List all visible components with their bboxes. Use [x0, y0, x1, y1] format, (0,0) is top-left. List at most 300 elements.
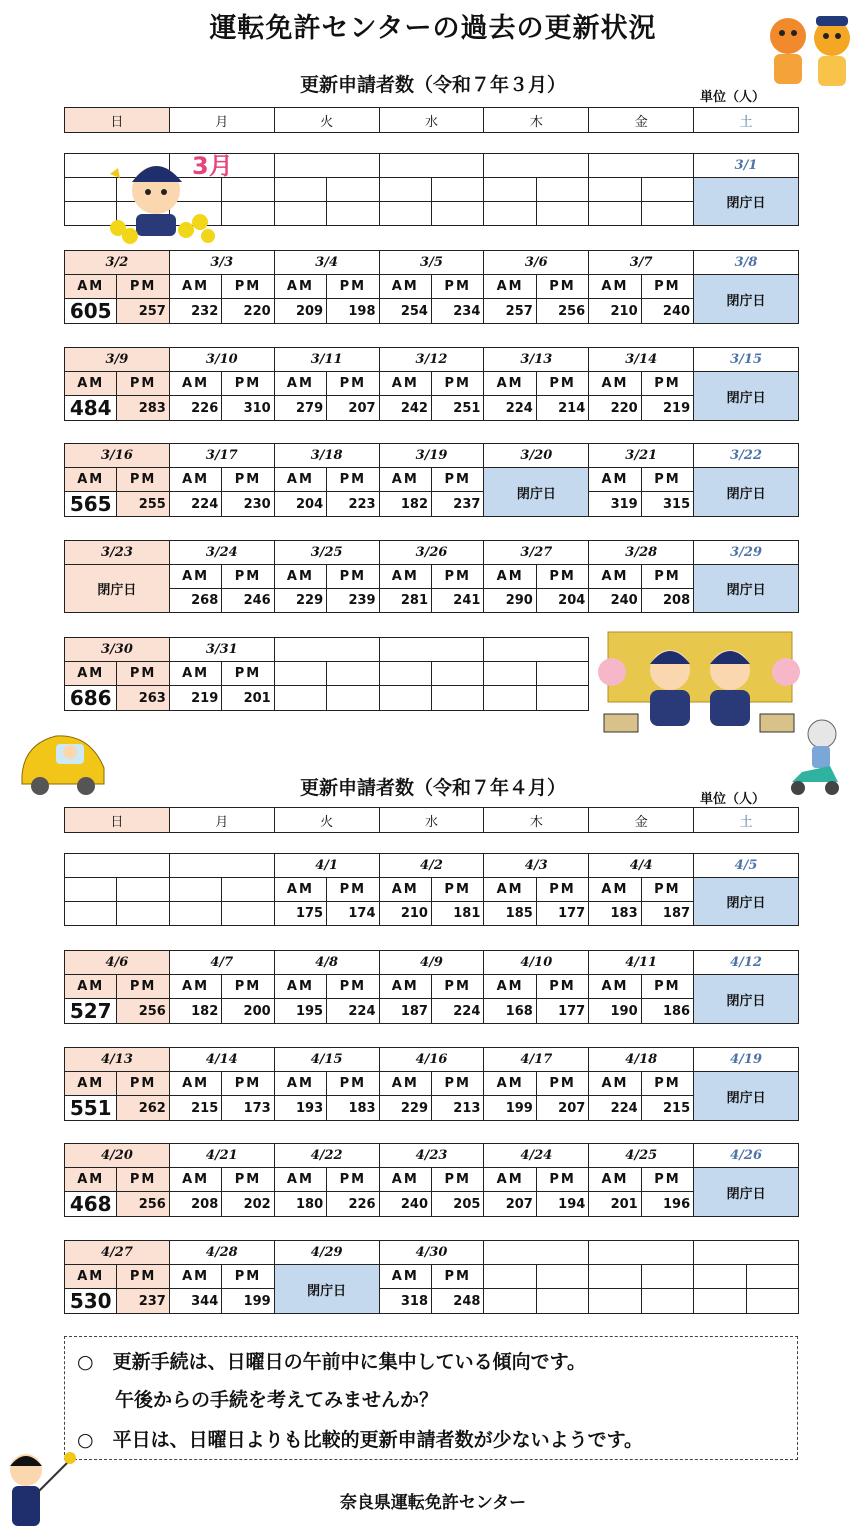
pm-count: 220: [222, 299, 274, 324]
empty-cell: [589, 202, 641, 226]
date-label: 3/17: [169, 444, 274, 468]
empty-cell: [222, 902, 274, 926]
empty-cell: [484, 202, 536, 226]
pm-count: 207: [536, 1096, 588, 1121]
am-label: AM: [65, 662, 117, 686]
pm-count: 256: [117, 1192, 169, 1217]
date-label: 4/2: [379, 854, 484, 878]
empty-cell: [536, 686, 588, 711]
pm-count: 248: [432, 1289, 484, 1314]
april-heading: 更新申請者数（令和７年４月）: [299, 777, 566, 799]
march-week-5: [64, 540, 799, 613]
am-label: AM: [484, 878, 536, 902]
am-count: 190: [589, 999, 641, 1024]
am-label: AM: [589, 1072, 641, 1096]
am-count: 281: [379, 589, 431, 613]
pm-label: PM: [641, 1168, 693, 1192]
closed-day-label: 閉庁日: [694, 1072, 799, 1121]
date-label: 3/12: [379, 348, 484, 372]
april-week-3: [64, 1047, 799, 1121]
empty-cell: [431, 662, 483, 686]
date-label: 4/8: [274, 951, 379, 975]
am-count: 168: [484, 999, 536, 1024]
date-label: 3/3: [169, 251, 274, 275]
pm-label: PM: [536, 975, 588, 999]
empty-cell: [641, 1265, 693, 1289]
am-label: AM: [379, 468, 431, 492]
am-label: AM: [65, 1072, 117, 1096]
pm-count: 251: [431, 396, 483, 421]
date-label: 4/9: [379, 951, 484, 975]
am-count: 226: [169, 396, 221, 421]
date-label: 3/4: [274, 251, 379, 275]
weekday-header-cell: 土: [694, 808, 799, 833]
pm-label: PM: [222, 662, 274, 686]
pm-label: PM: [536, 275, 588, 299]
am-label: AM: [589, 275, 641, 299]
pm-count: 213: [432, 1096, 484, 1121]
date-label: 4/13: [65, 1048, 170, 1072]
pm-label: PM: [222, 565, 274, 589]
am-count: 565: [65, 492, 117, 517]
am-count: 605: [65, 299, 117, 324]
pm-label: PM: [327, 975, 379, 999]
am-count: 530: [65, 1289, 117, 1314]
date-label: 3/6: [484, 251, 589, 275]
weekday-header-cell: 水: [379, 108, 484, 133]
empty-cell: [431, 686, 483, 711]
am-label: AM: [484, 1168, 536, 1192]
pm-label: PM: [431, 275, 483, 299]
empty-cell: [484, 686, 536, 711]
note-line-2: 午後からの手続を考えてみませんか？: [77, 1389, 439, 1411]
am-label: AM: [589, 975, 641, 999]
empty-cell: [117, 902, 169, 926]
empty-date-cell: [694, 1241, 799, 1265]
empty-cell: [379, 686, 431, 711]
am-label: AM: [589, 878, 641, 902]
pm-count: 219: [641, 396, 693, 421]
pm-label: PM: [641, 275, 693, 299]
am-label: AM: [274, 468, 326, 492]
empty-cell: [327, 178, 379, 202]
date-label: 3/25: [274, 541, 379, 565]
pm-count: 239: [327, 589, 379, 613]
empty-cell: [169, 902, 221, 926]
april-unit-label: 単位（人）: [700, 792, 766, 807]
am-count: 240: [589, 589, 641, 613]
date-label: 3/24: [169, 541, 274, 565]
am-label: AM: [379, 878, 431, 902]
date-label: 3/30: [65, 638, 170, 662]
am-label: AM: [65, 468, 117, 492]
am-count: 209: [274, 299, 326, 324]
empty-cell: [589, 178, 641, 202]
am-count: 229: [274, 589, 326, 613]
am-count: 193: [274, 1096, 326, 1121]
am-count: 208: [169, 1192, 221, 1217]
date-label: 3/28: [589, 541, 694, 565]
closed-day-label: 閉庁日: [694, 975, 799, 1024]
date-label: 4/10: [484, 951, 589, 975]
pm-label: PM: [432, 468, 484, 492]
empty-cell: [169, 878, 221, 902]
pm-label: PM: [641, 975, 693, 999]
pm-label: PM: [641, 1072, 693, 1096]
closed-day-label: 閉庁日: [694, 565, 799, 613]
pm-count: 283: [117, 396, 169, 421]
pm-count: 183: [327, 1096, 379, 1121]
am-count: 257: [484, 299, 536, 324]
am-count: 215: [169, 1096, 221, 1121]
am-label: AM: [589, 468, 641, 492]
scooter-rider-illustration: [786, 716, 846, 800]
pm-label: PM: [432, 1265, 484, 1289]
empty-cell: [746, 1265, 798, 1289]
date-label: 4/24: [484, 1144, 589, 1168]
note-line-3: ○ 平日は、日曜日よりも比較的更新申請者数が少ないようです。: [77, 1429, 644, 1451]
date-label: 4/25: [589, 1144, 694, 1168]
pm-count: 214: [536, 396, 588, 421]
date-label: 4/6: [65, 951, 170, 975]
april-week-5: [64, 1240, 799, 1314]
empty-date-cell: [589, 154, 694, 178]
april-week-4: [64, 1143, 799, 1217]
empty-cell: [431, 178, 483, 202]
date-label: 3/22: [694, 444, 799, 468]
am-count: 279: [274, 396, 326, 421]
page-title: 運転免許センターの過去の更新状況: [209, 13, 657, 44]
pm-label: PM: [432, 565, 484, 589]
pm-label: PM: [536, 1072, 588, 1096]
pm-count: 230: [222, 492, 274, 517]
date-label: 4/21: [169, 1144, 274, 1168]
weekday-header-cell: 金: [589, 108, 694, 133]
am-count: 290: [484, 589, 536, 613]
am-count: 686: [65, 686, 117, 711]
empty-cell: [536, 178, 588, 202]
pm-count: 173: [222, 1096, 274, 1121]
date-label: 3/13: [484, 348, 589, 372]
closed-day-label: 閉庁日: [694, 178, 799, 226]
pm-count: 186: [641, 999, 693, 1024]
empty-cell: [641, 202, 693, 226]
pm-count: 187: [641, 902, 693, 926]
march-week-3: [64, 347, 799, 421]
empty-cell: [222, 878, 274, 902]
am-count: 182: [379, 492, 431, 517]
pm-label: PM: [222, 275, 274, 299]
footer-organization: 奈良県運転免許センター: [339, 1493, 527, 1513]
am-label: AM: [589, 565, 641, 589]
pm-count: 246: [222, 589, 274, 613]
am-label: AM: [379, 372, 431, 396]
am-count: 201: [589, 1192, 641, 1217]
empty-cell: [641, 1289, 693, 1314]
weekday-header-cell: 日: [65, 808, 170, 833]
pm-label: PM: [117, 662, 169, 686]
weekday-header-cell: 木: [484, 808, 589, 833]
empty-cell: [327, 662, 379, 686]
closed-day-label: 閉庁日: [65, 565, 170, 613]
pm-label: PM: [431, 878, 483, 902]
empty-cell: [536, 1265, 588, 1289]
pm-count: 201: [222, 686, 274, 711]
am-label: AM: [274, 878, 326, 902]
date-label: 4/12: [694, 951, 799, 975]
illustration-month-text: 3月: [192, 152, 233, 180]
date-label: 3/7: [589, 251, 694, 275]
am-count: 187: [379, 999, 431, 1024]
am-count: 175: [274, 902, 326, 926]
date-label: 4/27: [65, 1241, 170, 1265]
am-count: 527: [65, 999, 117, 1024]
pm-count: 196: [641, 1192, 693, 1217]
date-label: 4/15: [274, 1048, 379, 1072]
date-label: 3/1: [694, 154, 799, 178]
am-label: AM: [484, 975, 536, 999]
empty-cell: [746, 1289, 798, 1314]
pm-label: PM: [431, 975, 483, 999]
pm-count: 226: [327, 1192, 379, 1217]
pm-count: 200: [222, 999, 274, 1024]
date-label: 3/15: [694, 348, 799, 372]
march-unit-label: 単位（人）: [700, 90, 766, 105]
am-label: AM: [274, 1168, 326, 1192]
am-count: 468: [65, 1192, 117, 1217]
mascots-illustration: [760, 6, 860, 96]
am-count: 240: [379, 1192, 431, 1217]
pm-label: PM: [641, 878, 693, 902]
empty-cell: [589, 1289, 641, 1314]
pm-count: 262: [117, 1096, 169, 1121]
date-label: 4/26: [694, 1144, 799, 1168]
pm-count: 199: [222, 1289, 274, 1314]
pm-label: PM: [222, 975, 274, 999]
am-label: AM: [65, 372, 117, 396]
am-label: AM: [274, 565, 326, 589]
pm-count: 255: [117, 492, 169, 517]
pm-count: 237: [432, 492, 484, 517]
am-count: 185: [484, 902, 536, 926]
pm-count: 208: [641, 589, 693, 613]
empty-cell: [222, 202, 274, 226]
weekday-header-cell: 月: [169, 108, 274, 133]
pm-count: 204: [536, 589, 588, 613]
pm-label: PM: [536, 1168, 588, 1192]
empty-cell: [379, 662, 431, 686]
pm-label: PM: [222, 1072, 274, 1096]
am-count: 210: [379, 902, 431, 926]
date-label: 4/4: [589, 854, 694, 878]
date-label: 4/11: [589, 951, 694, 975]
date-label: 4/29: [274, 1241, 379, 1265]
april-weekday-header: [64, 807, 799, 833]
date-label: 4/19: [694, 1048, 799, 1072]
closed-day-label: 閉庁日: [694, 372, 799, 421]
am-label: AM: [274, 1072, 326, 1096]
am-count: 183: [589, 902, 641, 926]
am-count: 180: [274, 1192, 326, 1217]
am-label: AM: [169, 565, 221, 589]
empty-cell: [484, 1289, 536, 1314]
pm-label: PM: [327, 878, 379, 902]
pm-count: 202: [222, 1192, 274, 1217]
am-count: 210: [589, 299, 641, 324]
date-label: 3/9: [65, 348, 170, 372]
empty-cell: [694, 1289, 746, 1314]
date-label: 3/20: [484, 444, 589, 468]
pm-label: PM: [327, 1168, 379, 1192]
april-week-1: [64, 853, 799, 926]
am-label: AM: [484, 275, 536, 299]
date-label: 3/27: [484, 541, 589, 565]
pm-count: 224: [431, 999, 483, 1024]
am-label: AM: [169, 662, 221, 686]
weekday-header-cell: 土: [694, 108, 799, 133]
pm-label: PM: [641, 565, 693, 589]
date-label: 4/16: [379, 1048, 484, 1072]
date-label: 3/18: [274, 444, 379, 468]
am-label: AM: [379, 975, 431, 999]
pm-count: 237: [117, 1289, 169, 1314]
date-label: 3/23: [65, 541, 170, 565]
pm-label: PM: [536, 878, 588, 902]
pm-count: 240: [641, 299, 693, 324]
am-label: AM: [484, 372, 536, 396]
empty-cell: [327, 686, 379, 711]
pm-count: 234: [431, 299, 483, 324]
closed-day-label: 閉庁日: [694, 468, 799, 517]
pm-label: PM: [536, 565, 588, 589]
empty-date-cell: [274, 154, 379, 178]
pm-label: PM: [432, 1072, 484, 1096]
weekday-header-cell: 火: [274, 808, 379, 833]
empty-cell: [379, 178, 431, 202]
pm-label: PM: [117, 1072, 169, 1096]
am-label: AM: [484, 1072, 536, 1096]
am-count: 344: [169, 1289, 221, 1314]
pm-label: PM: [327, 1072, 379, 1096]
pm-count: 241: [432, 589, 484, 613]
pm-label: PM: [431, 372, 483, 396]
pm-count: 256: [117, 999, 169, 1024]
am-label: AM: [379, 1072, 431, 1096]
date-label: 3/29: [694, 541, 799, 565]
am-label: AM: [379, 565, 431, 589]
weekday-header-cell: 日: [65, 108, 170, 133]
am-count: 204: [274, 492, 326, 517]
pm-label: PM: [641, 372, 693, 396]
pm-count: 215: [641, 1096, 693, 1121]
am-label: AM: [274, 275, 326, 299]
am-count: 232: [169, 299, 221, 324]
am-count: 224: [484, 396, 536, 421]
empty-cell: [65, 878, 117, 902]
pm-label: PM: [222, 1265, 274, 1289]
am-label: AM: [589, 1168, 641, 1192]
pm-label: PM: [222, 1168, 274, 1192]
empty-cell: [274, 686, 326, 711]
am-label: AM: [589, 372, 641, 396]
empty-cell: [589, 1265, 641, 1289]
weekday-header-cell: 木: [484, 108, 589, 133]
pm-count: 207: [327, 396, 379, 421]
pm-count: 177: [536, 999, 588, 1024]
empty-cell: [484, 662, 536, 686]
hina-dolls-illustration: [592, 626, 806, 738]
empty-date-cell: [379, 638, 484, 662]
empty-cell: [327, 202, 379, 226]
april-week-2: [64, 950, 799, 1024]
date-label: 3/19: [379, 444, 484, 468]
date-label: 4/23: [379, 1144, 484, 1168]
pm-count: 205: [432, 1192, 484, 1217]
am-count: 484: [65, 396, 117, 421]
am-count: 182: [169, 999, 221, 1024]
pm-count: 181: [431, 902, 483, 926]
weekday-header-cell: 月: [169, 808, 274, 833]
am-label: AM: [169, 372, 221, 396]
date-label: 3/5: [379, 251, 484, 275]
notes-box: [64, 1336, 798, 1460]
empty-cell: [536, 202, 588, 226]
pm-label: PM: [117, 275, 169, 299]
empty-date-cell: [274, 638, 379, 662]
am-label: AM: [169, 275, 221, 299]
date-label: 4/5: [694, 854, 799, 878]
empty-cell: [431, 202, 483, 226]
am-label: AM: [379, 275, 431, 299]
march-weekday-header: [64, 107, 799, 133]
march-week-4: [64, 443, 799, 517]
am-label: AM: [274, 975, 326, 999]
am-label: AM: [484, 565, 536, 589]
officer-pointer-illustration: [2, 1448, 78, 1536]
pm-count: 223: [327, 492, 379, 517]
empty-date-cell: [589, 1241, 694, 1265]
date-label: 4/14: [169, 1048, 274, 1072]
pm-label: PM: [327, 275, 379, 299]
pm-count: 177: [536, 902, 588, 926]
empty-date-cell: [169, 854, 274, 878]
date-label: 3/11: [274, 348, 379, 372]
pm-label: PM: [536, 372, 588, 396]
empty-cell: [65, 902, 117, 926]
date-label: 4/22: [274, 1144, 379, 1168]
empty-date-cell: [484, 1241, 589, 1265]
am-count: 199: [484, 1096, 536, 1121]
am-count: 551: [65, 1096, 117, 1121]
pm-count: 198: [327, 299, 379, 324]
pm-label: PM: [327, 468, 379, 492]
empty-date-cell: [484, 154, 589, 178]
date-label: 3/14: [589, 348, 694, 372]
empty-cell: [274, 178, 326, 202]
empty-cell: [484, 178, 536, 202]
am-count: 220: [589, 396, 641, 421]
closed-day-label: 閉庁日: [694, 1168, 799, 1217]
empty-cell: [484, 1265, 536, 1289]
empty-cell: [694, 1265, 746, 1289]
pm-label: PM: [222, 372, 274, 396]
pm-count: 315: [641, 492, 693, 517]
empty-date-cell: [379, 154, 484, 178]
weekday-header-cell: 水: [379, 808, 484, 833]
am-count: 229: [379, 1096, 431, 1121]
date-label: 4/7: [169, 951, 274, 975]
am-count: 207: [484, 1192, 536, 1217]
